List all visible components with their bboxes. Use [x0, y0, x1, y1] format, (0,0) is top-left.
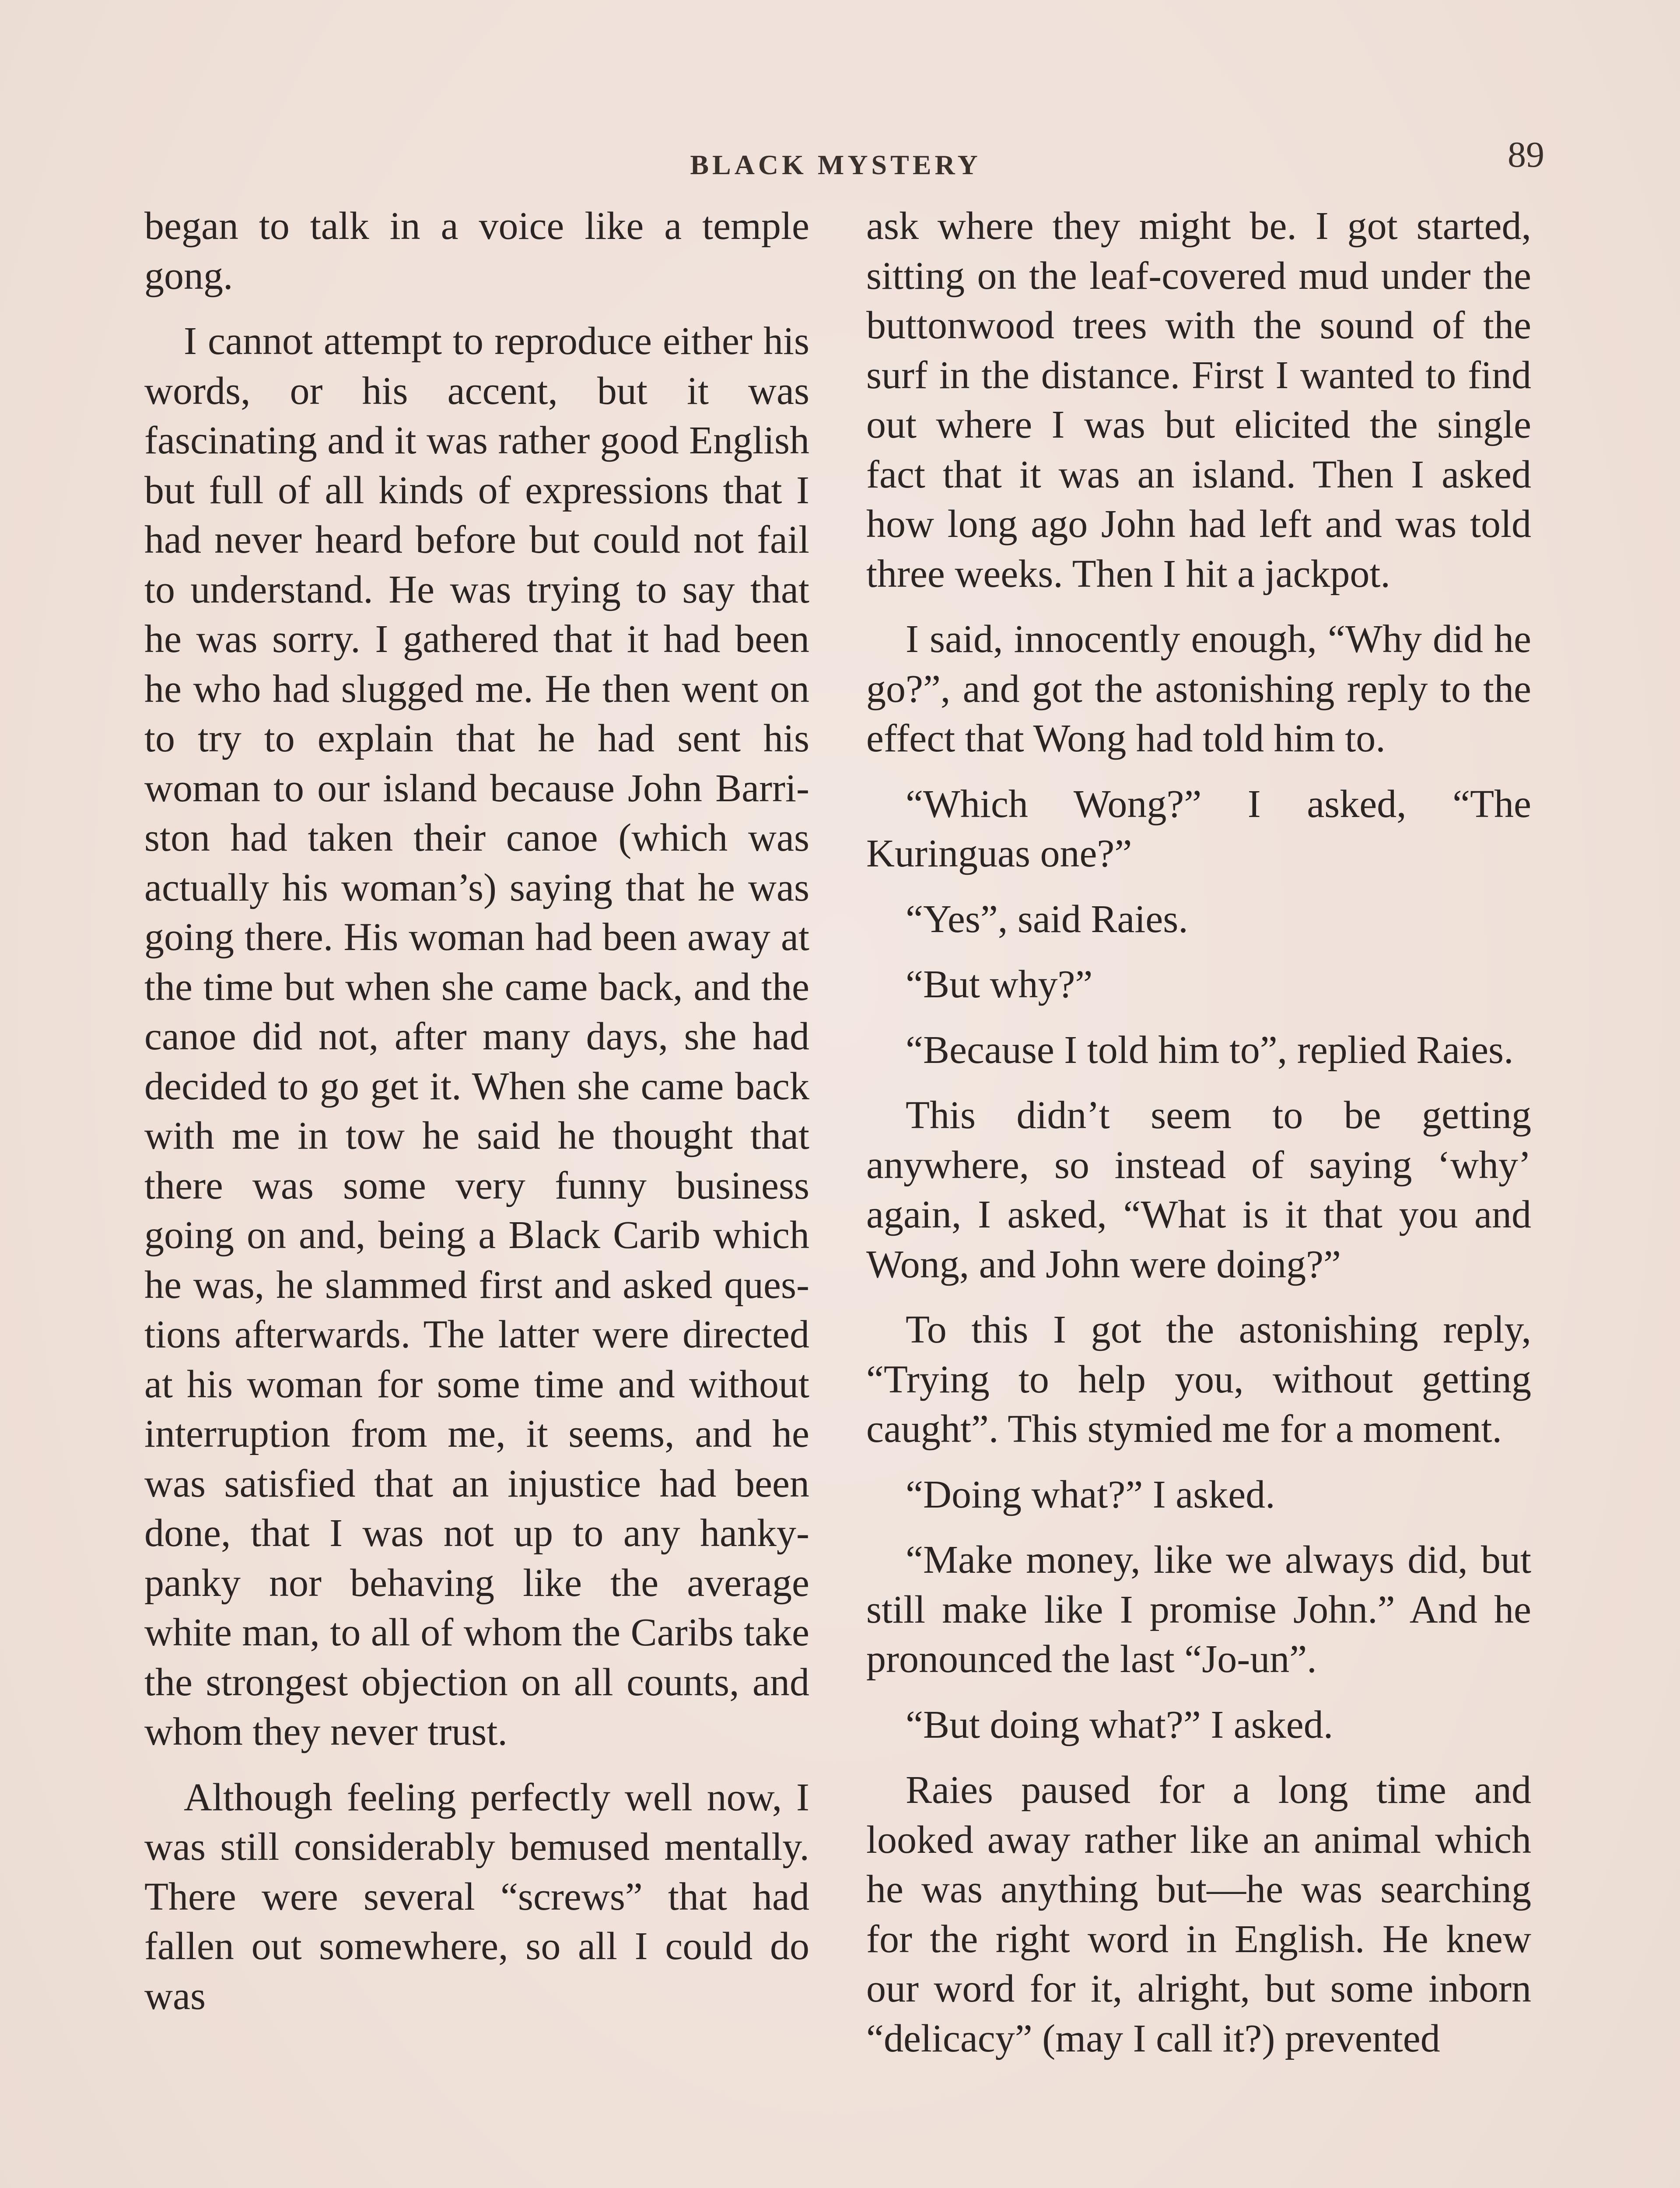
- paragraph: To this I got the astonishing reply, “Trying to help you, without getting caught”. This stymied me for a moment.: [866, 1308, 1531, 1451]
- paragraph: I said, innocently enough, “Why did he go?”, and got the astonishing reply to the effect that Wong had told him to.: [866, 617, 1531, 760]
- paragraph: “Doing what?” I asked.: [906, 1473, 1275, 1516]
- paragraph: ask where they might be. I got started, sitting on the leaf-covered mud under the buttonwood trees with the sound of the surf in the distance. First I wanted to find out where I was but elicited the single fact that it was an island. Then I asked how long ago John had left and was told three weeks. Then I hit a jackpot.: [866, 204, 1531, 596]
- paragraph: “But why?”: [906, 963, 1093, 1006]
- paragraph: I cannot attempt to reproduce either his words, or his accent, but it was fascinating and it was rather good English but full of all kinds of expressions that I had never heard before but could not fail to understand. He was trying to say that he was sorry. I gathered that it had been he who had slugged me. He then went on to try to explain that he had sent his woman to our island because John Barriston had taken their canoe (which was actually his woman’s) saying that he was going there. His woman had been away at the time but when she came back, and the canoe did not, after many days, she had decided to go get it. When she came back with me in tow he said he thought that there was some very funny business going on and, being a Black Carib which he was, he slammed first and asked questions afterwards. The latter were directed at his woman for some time and without interruption from me, it seems, and he was satisfied that an injustice had been done, that I was not up to any hanky-panky nor behaving like the average white man, to all of whom the Caribs take the strongest objection on all counts, and whom they never trust.: [144, 319, 809, 1753]
- paragraph: Although feeling perfectly well now, I was still considerably bemused mentally. There were several “screws” that had fallen out somewhere, so all I could do was: [144, 1775, 809, 2018]
- paragraph: “Yes”, said Raies.: [906, 897, 1188, 941]
- right-column: [866, 201, 1531, 2188]
- left-column: [144, 201, 809, 2188]
- paragraph: This didn’t seem to be getting anywhere, so instead of saying ‘why’ again, I asked, “What is it that you and Wong, and John were doing?”: [866, 1094, 1531, 1286]
- page-number: 89: [1508, 134, 1544, 175]
- paragraph: began to talk in a voice like a temple gong.: [144, 204, 809, 298]
- paragraph: “Because I told him to”, replied Raies.: [906, 1028, 1514, 1072]
- running-title: BLACK MYSTERY: [690, 149, 981, 180]
- paragraph: “But doing what?” I asked.: [906, 1703, 1334, 1746]
- paragraph: “Make money, like we always did, but still make like I promise John.” And he pronounced the last “Jo-un”.: [866, 1538, 1531, 1681]
- paragraph: Raies paused for a long time and looked away rather like an animal which he was anything but—he was searching for the right word in English. He knew our word for it, alright, but some inborn “delicacy” (may I call it?) prevented: [866, 1768, 1531, 2060]
- paragraph: “Which Wong?” I asked, “The Kuringuas one?”: [866, 782, 1531, 875]
